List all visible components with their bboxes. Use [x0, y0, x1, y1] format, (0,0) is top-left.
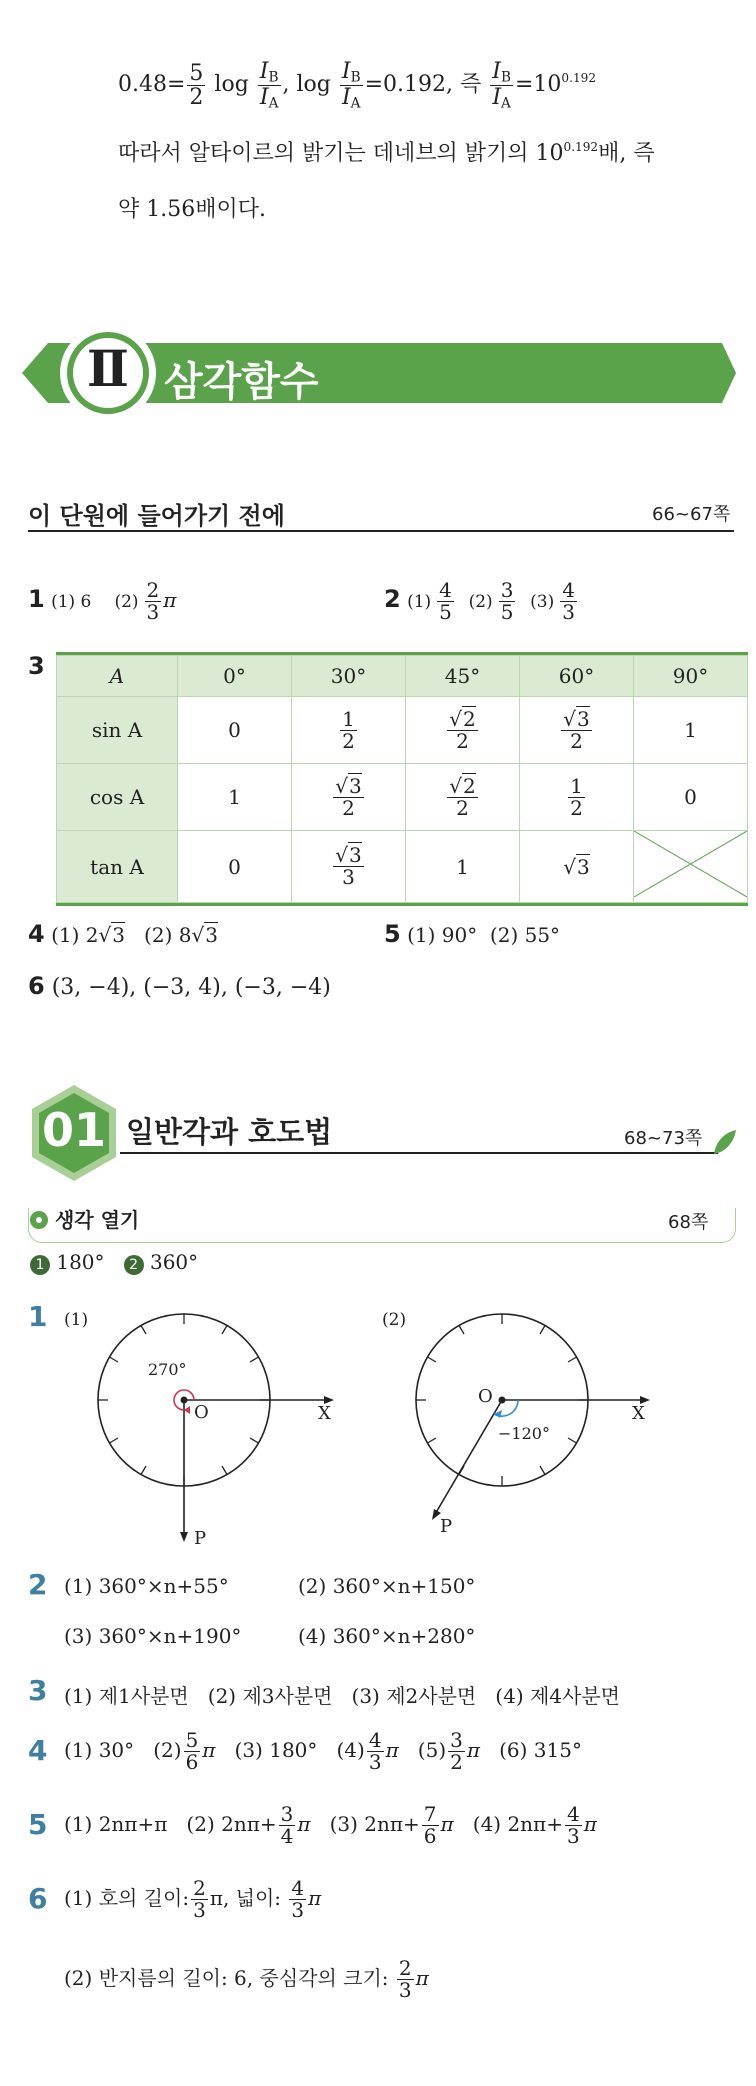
intro-q3-number: 3	[28, 652, 45, 680]
section-number: 01	[41, 1103, 106, 1157]
q5-number: 5	[28, 1808, 48, 1841]
fig1-x-label: X	[318, 1403, 331, 1424]
q3-number: 3	[28, 1674, 48, 1707]
q2-number: 2	[28, 1568, 48, 1601]
cross-mark	[634, 831, 747, 897]
fig2-origin-label: O	[478, 1386, 493, 1407]
leaf-icon	[712, 1128, 738, 1156]
think-pages: 68쪽	[668, 1212, 709, 1233]
angle-figure-270	[90, 1300, 370, 1560]
frac-ib-ia: $\frac{I_B}{I_A}$	[259, 59, 279, 112]
fig1-origin-label: O	[194, 1402, 209, 1423]
fig2-p-label: P	[440, 1516, 453, 1537]
fig1-p-label: P	[194, 1528, 207, 1549]
fig2-x-label: X	[632, 1403, 645, 1424]
think-answers: 1 180° 2 360°	[30, 1250, 198, 1275]
eq-lhs: 0.48=	[118, 72, 186, 98]
conclusion-line: 따라서 알타이르의 밝기는 데네브의 밝기의 $10^{0.192}$배, 즉	[118, 139, 655, 166]
section-pages: 68~73쪽	[624, 1128, 703, 1149]
chapter-numeral: Ⅱ	[86, 339, 130, 398]
table-row: cos A 1 $\frac{√3}{2}$ $\frac{√2}{2}$ $\frac{1}{2}$ 0	[57, 764, 748, 831]
q2-part-2: (2) 360°×n+150°	[298, 1574, 476, 1598]
frac-ib-ia-2: $\frac{I_B}{I_A}$	[341, 59, 361, 112]
q1-number: 1	[28, 1300, 48, 1333]
table-row: tan A 0 $\frac{√3}{3}$ 1 √3	[57, 831, 748, 903]
undefined-cell	[634, 831, 748, 903]
trig-table-wrap	[56, 652, 748, 906]
chapter-title: 삼각함수	[164, 359, 319, 405]
q6-part-1: (1) 호의 길이: $\frac{2}{3}$ π, 넓이: $\frac{4}{3}$ π	[64, 1876, 322, 1922]
q6-part-2: (2) 반지름의 길이: 6, 중심각의 크기: $\frac{2}{3}$ π	[64, 1956, 429, 2002]
fig2-angle-label: −120°	[498, 1424, 550, 1443]
table-row: sin A 0 $\frac{1}{2}$ $\frac{√2}{2}$ $\frac{√3}{2}$ 1	[57, 697, 748, 764]
intro-q4: 4 (1) 2√3 (2) 8√3	[28, 920, 218, 948]
section-rule	[120, 1152, 718, 1154]
q4-answers: (1) 30° (2) $\frac{5}{6}$ π (3) 180° (4) $\frac{4}{3}$ π (5) $\frac{3}{2}$ π (6) 315°	[64, 1728, 582, 1774]
trig-table	[56, 655, 748, 903]
intro-title: 이 단원에 들어가기 전에	[28, 502, 285, 530]
fig1-angle-label: 270°	[148, 1360, 187, 1379]
q1-part-b: (2)	[382, 1310, 407, 1330]
intro-q6: 6 (3, −4), (−3, 4), (−3, −4)	[28, 972, 331, 1000]
intro-pages: 66~67쪽	[652, 504, 731, 525]
intro-rule	[28, 530, 734, 532]
q2-part-4: (4) 360°×n+280°	[298, 1624, 476, 1648]
log-equation-line: 0.48= $\frac{5}{2}$ log $\frac{I_B}{I_A}$ , log $\frac{I_B}{I_A}$ =0.192, 즉 $\frac{I_B}{I_A}$ $=10^{0.192}$	[118, 59, 597, 112]
intro-q5: 5 (1) 90° (2) 55°	[384, 920, 561, 948]
q4-number: 4	[28, 1734, 48, 1767]
intro-q2: 2 (1) $\frac{4}{5}$ (2) $\frac{3}{5}$ (3) $\frac{4}{3}$	[384, 578, 575, 624]
think-label-row: 생각 열기	[30, 1204, 139, 1233]
section-title: 일반각과 호도법	[126, 1115, 333, 1149]
think-dot-icon	[30, 1211, 48, 1229]
frac-5-2: $\frac{5}{2}$	[189, 60, 204, 110]
conclusion-line-2: 약 1.56배이다.	[118, 197, 266, 222]
q2-part-1: (1) 360°×n+55°	[64, 1574, 229, 1598]
frac-ib-ia-3: $\frac{I_B}{I_A}$	[492, 59, 511, 112]
circled-two-icon: 2	[124, 1255, 144, 1275]
q2-part-3: (3) 360°×n+190°	[64, 1624, 242, 1648]
intro-q1: 1 (1) 6 (2) $\frac{2}{3}$ π	[28, 578, 177, 624]
q5-answers: (1) 2nπ+π (2) 2nπ+ $\frac{3}{4}$ π (3) 2nπ+ $\frac{7}{6}$ π (4) 2nπ+ $\frac{4}{3}$ π	[64, 1802, 597, 1848]
table-row: A 0° 30° 45° 60° 90°	[57, 656, 748, 697]
q3-text: (1) 제1사분면 (2) 제3사분면 (3) 제2사분면 (4) 제4사분면	[64, 1684, 620, 1708]
q1-part-a: (1)	[64, 1310, 89, 1330]
circled-one-icon: 1	[30, 1255, 50, 1275]
q6-number: 6	[28, 1882, 48, 1915]
